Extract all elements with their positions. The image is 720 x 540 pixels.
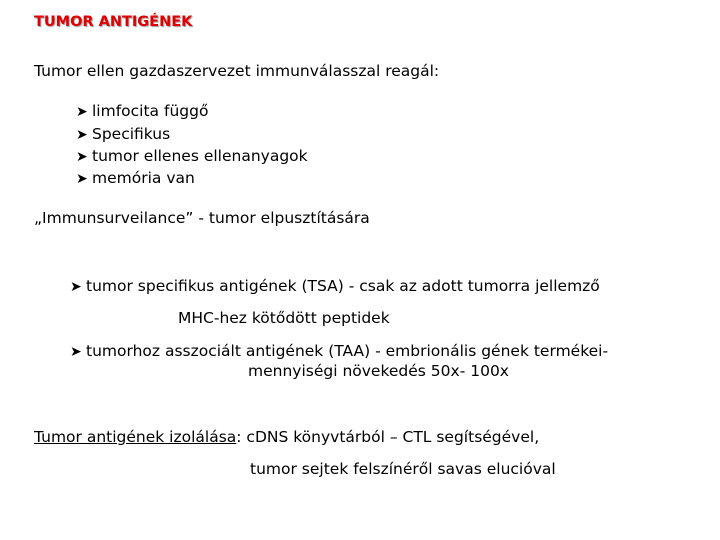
arrow-bullet-icon: ➤ bbox=[76, 104, 88, 120]
list-item-label: Specifikus bbox=[92, 125, 171, 143]
isolation-rest: : cDNS könyvtárból – CTL segítségével, bbox=[236, 428, 540, 446]
arrow-bullet-icon: ➤ bbox=[76, 171, 88, 187]
arrow-bullet-icon: ➤ bbox=[70, 279, 82, 295]
isolation-sub-text: tumor sejtek felszínéről savas elucióval bbox=[250, 460, 556, 478]
taa-item bbox=[70, 342, 608, 360]
arrow-bullet-icon: ➤ bbox=[76, 149, 88, 165]
taa-sub-text: mennyiségi növekedés 50x- 100x bbox=[248, 362, 509, 380]
tsa-label: tumor specifikus antigének (TSA) - csak az adott tumorra jellemző bbox=[86, 277, 600, 295]
tsa-sub-text: MHC-hez kötődött peptidek bbox=[178, 309, 390, 327]
surveillance-text: „Immunsurveilance” - tumor elpusztítására bbox=[34, 209, 370, 227]
list-item-label: limfocita függő bbox=[92, 102, 209, 120]
tsa-item bbox=[70, 277, 600, 295]
list-item bbox=[76, 125, 170, 143]
list-item bbox=[76, 102, 208, 120]
taa-label: tumorhoz asszociált antigének (TAA) - embrionális gének termékei- bbox=[86, 342, 609, 360]
intro-text: Tumor ellen gazdaszervezet immunválasszal reagál: bbox=[34, 62, 440, 80]
list-item bbox=[76, 169, 195, 187]
list-item-label: memória van bbox=[92, 169, 195, 187]
list-item bbox=[76, 147, 308, 165]
arrow-bullet-icon: ➤ bbox=[70, 344, 82, 360]
page-title: TUMOR ANTIGÉNEK bbox=[34, 14, 193, 30]
isolation-text bbox=[34, 428, 539, 446]
arrow-bullet-icon: ➤ bbox=[76, 127, 88, 143]
list-item-label: tumor ellenes ellenanyagok bbox=[92, 147, 308, 165]
isolation-heading: Tumor antigének izolálása bbox=[34, 428, 237, 446]
